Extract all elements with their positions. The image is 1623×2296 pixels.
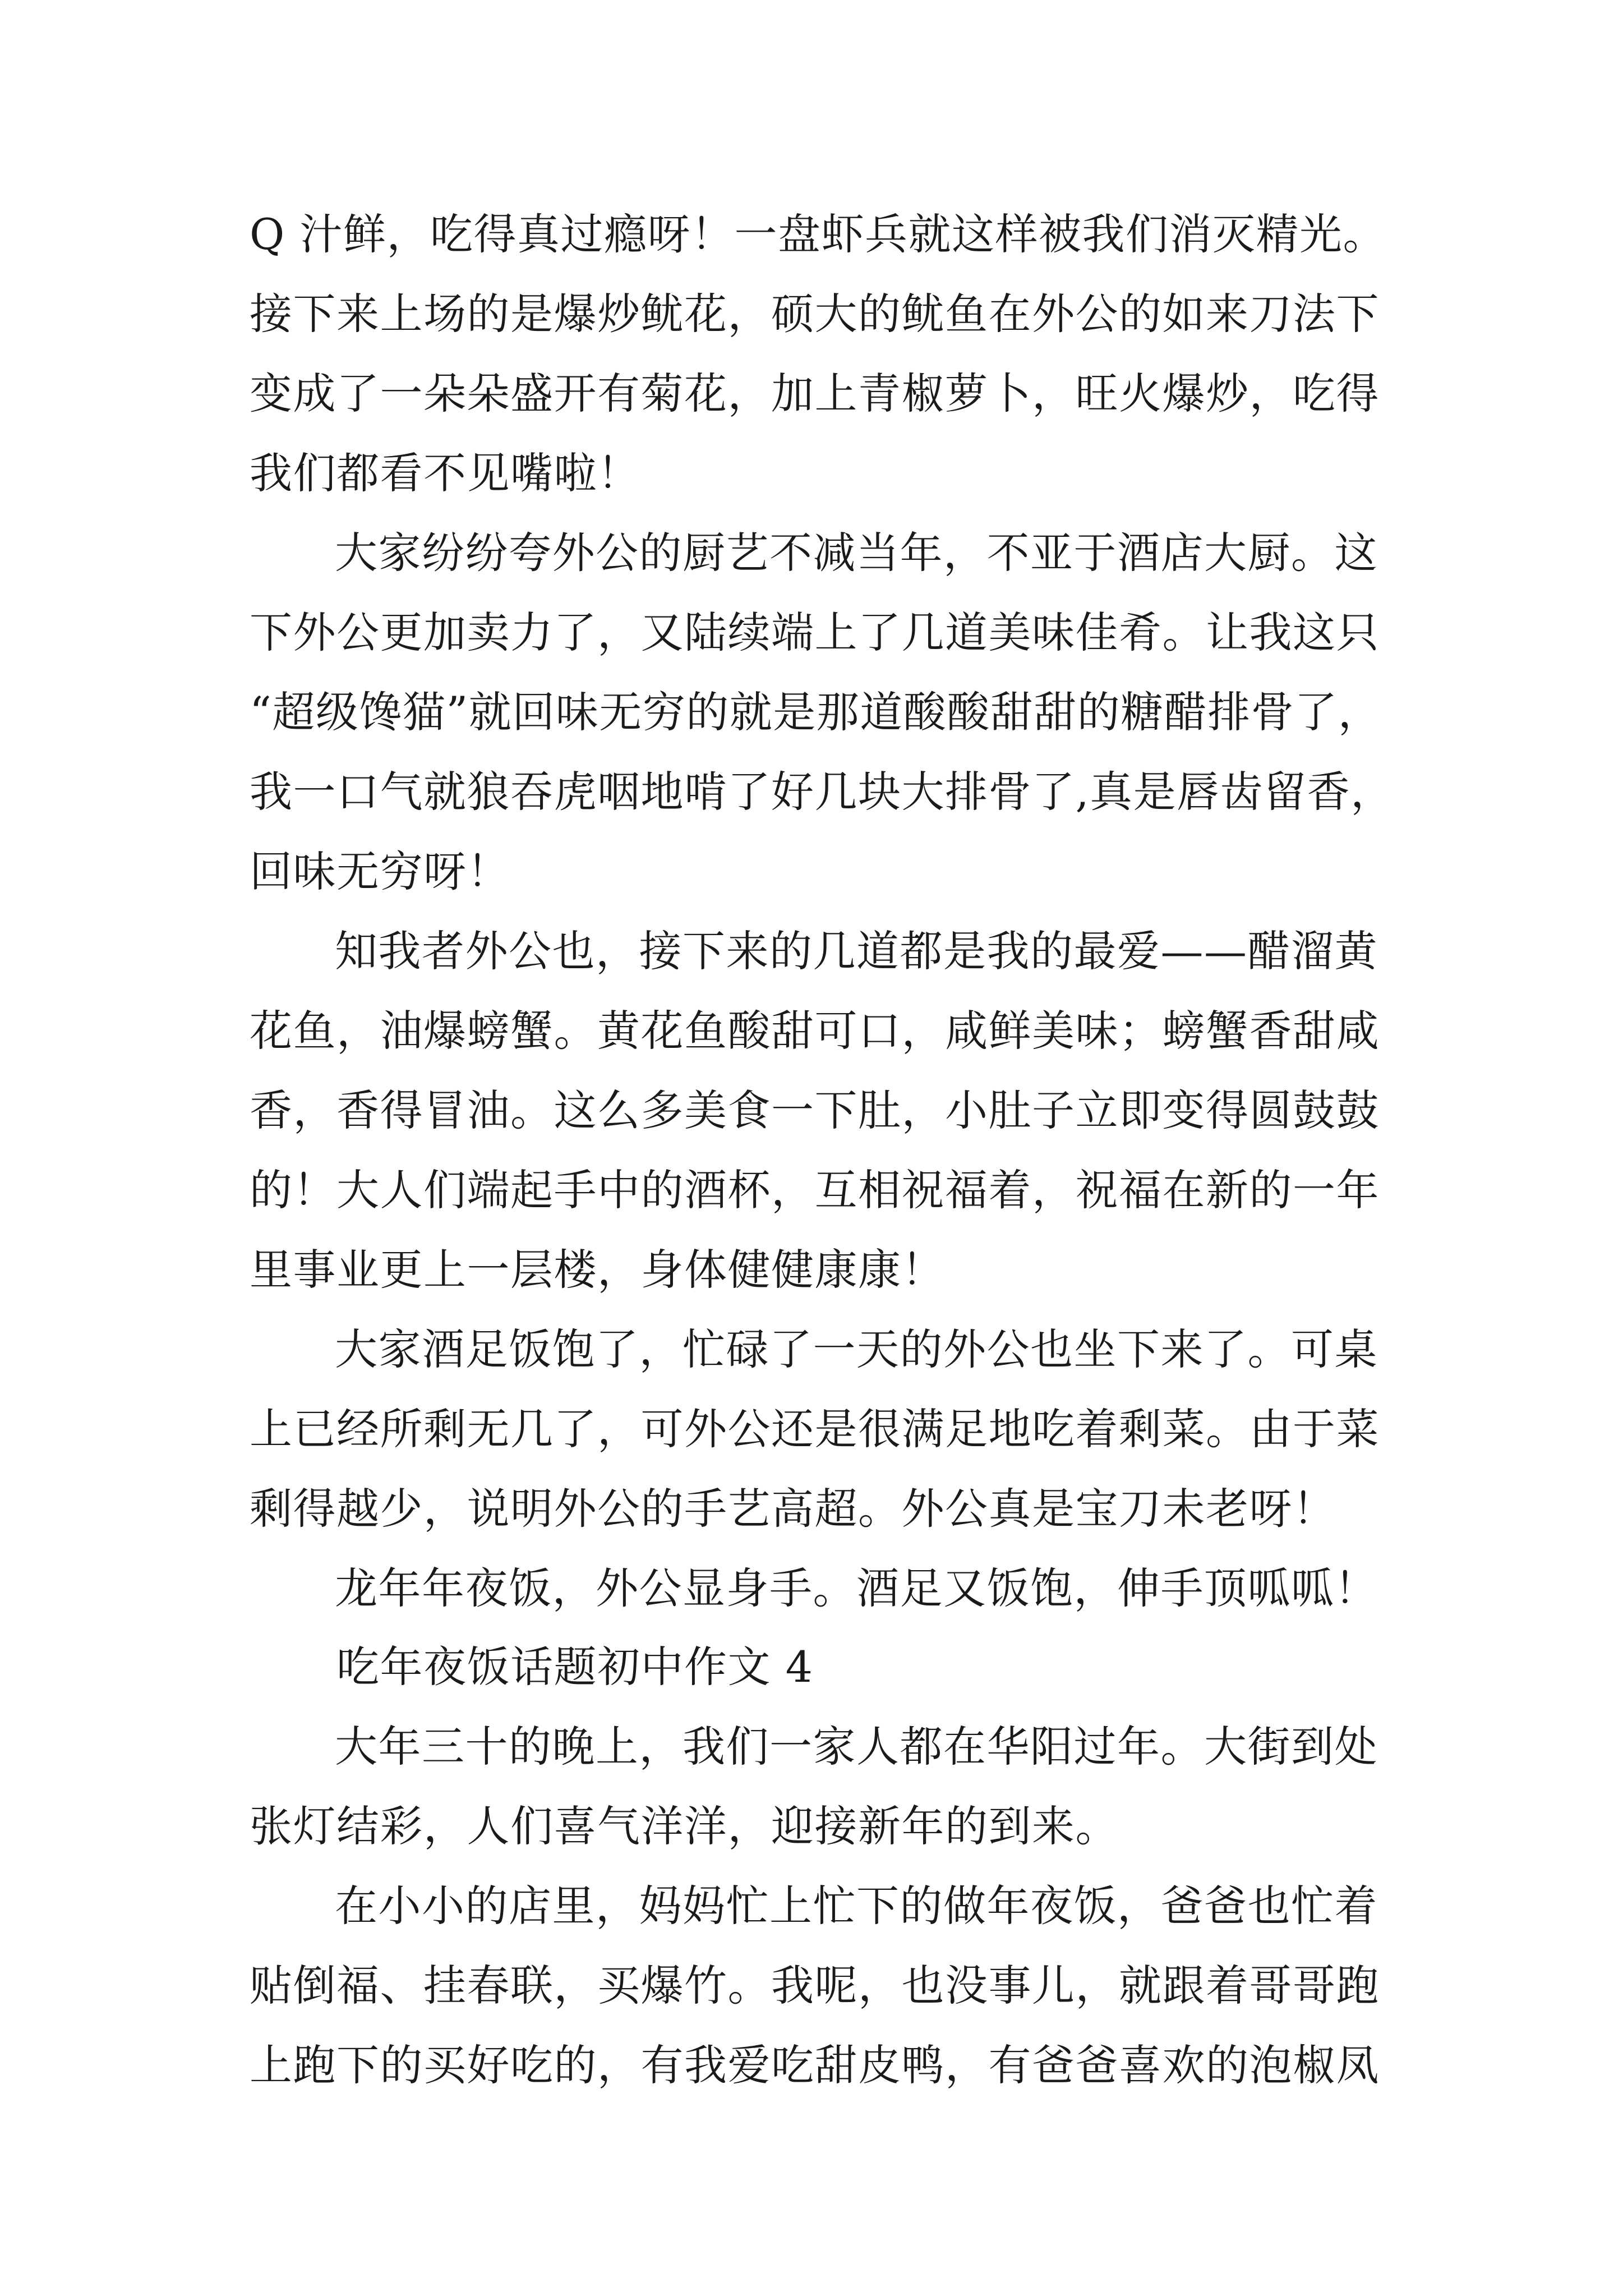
text-line: 的！大人们端起手中的酒杯，互相祝福着，祝福在新的一年 [250, 1165, 1380, 1215]
text-line: 张灯结彩，人们喜气洋洋，迎接新年的到来。 [250, 1801, 1119, 1851]
paragraph-first-line: 知我者外公也，接下来的几道都是我的最爱——醋溜黄 [335, 926, 1378, 976]
text-line: 我们都看不见嘴啦！ [250, 448, 641, 498]
paragraph-first-line: 在小小的店里，妈妈忙上忙下的做年夜饭，爸爸也忙着 [335, 1881, 1378, 1931]
closing-verse: 龙年年夜饭，外公显身手。酒足又饭饱，伸手顶呱呱！ [335, 1563, 1378, 1613]
paragraph-first-line: 大家纷纷夸外公的厨艺不减当年，不亚于酒店大厨。这 [335, 528, 1378, 578]
text-line: 剩得越少，说明外公的手艺高超。外公真是宝刀未老呀！ [250, 1484, 1336, 1534]
text-line: “超级馋猫”就回味无穷的就是那道酸酸甜甜的糖醋排骨了， [250, 687, 1382, 737]
paragraph-first-line: 大家酒足饭饱了，忙碌了一天的外公也坐下来了。可桌 [335, 1324, 1378, 1374]
text-line: 上跑下的买好吃的，有我爱吃甜皮鸭，有爸爸喜欢的泡椒凤 [250, 2040, 1380, 2090]
text-line: Q 汁鲜，吃得真过瘾呀！一盘虾兵就这样被我们消灭精光。 [250, 209, 1386, 259]
text-line: 下外公更加卖力了，又陆续端上了几道美味佳肴。让我这只 [250, 608, 1380, 657]
text-line: 接下来上场的是爆炒鱿花，硕大的鱿鱼在外公的如来刀法下 [250, 289, 1380, 339]
text-line: 我一口气就狼吞虎咽地啃了好几块大排骨了,真是唇齿留香， [250, 767, 1394, 817]
text-line: 上已经所剩无几了，可外公还是很满足地吃着剩菜。由于菜 [250, 1404, 1380, 1454]
paragraph-first-line: 大年三十的晚上，我们一家人都在华阳过年。大街到处 [335, 1722, 1378, 1772]
text-line: 变成了一朵朵盛开有菊花，加上青椒萝卜，旺火爆炒，吃得 [250, 369, 1380, 418]
text-line: 花鱼，油爆螃蟹。黄花鱼酸甜可口，咸鲜美味；螃蟹香甜咸 [250, 1006, 1380, 1056]
text-line: 香，香得冒油。这么多美食一下肚，小肚子立即变得圆鼓鼓 [250, 1085, 1380, 1135]
section-heading: 吃年夜饭话题初中作文 4 [336, 1642, 814, 1692]
text-line: 贴倒福、挂春联，买爆竹。我呢，也没事儿，就跟着哥哥跑 [250, 1961, 1380, 2010]
text-line: 里事业更上一层楼，身体健健康康！ [250, 1245, 945, 1295]
text-line: 回味无穷呀！ [250, 846, 510, 896]
